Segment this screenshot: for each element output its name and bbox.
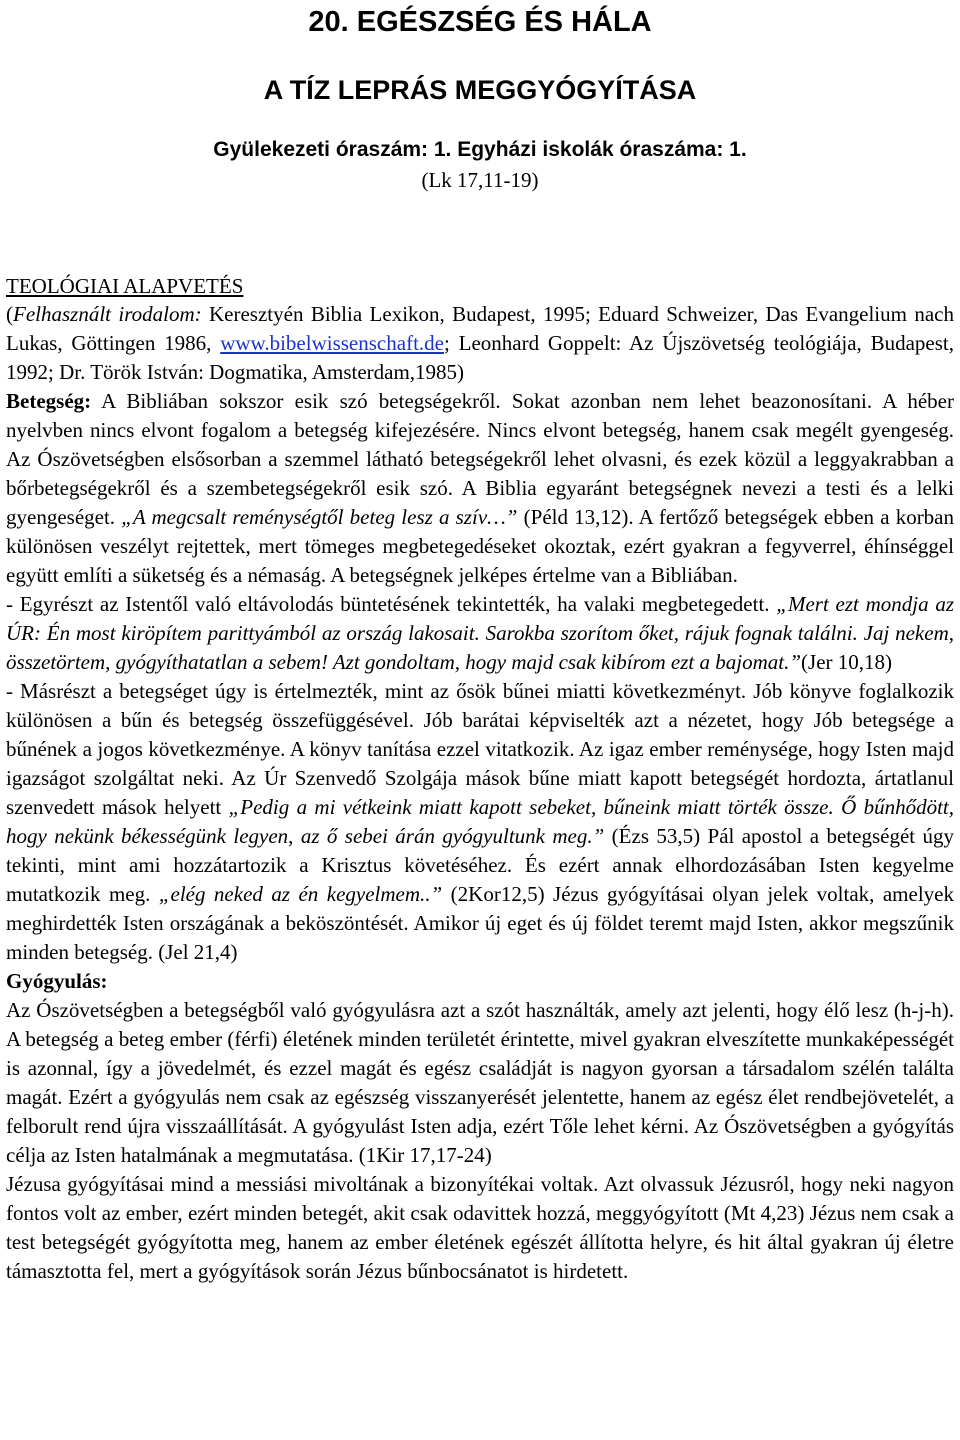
lesson-title: A TÍZ LEPRÁS MEGGYÓGYÍTÁSA xyxy=(263,75,697,105)
corinthians-quote: „elég neked az én kegyelmem..” xyxy=(158,882,443,906)
healing-heading xyxy=(6,967,954,996)
consequence-text-mid: (Ézs 53,5) Pál apostol a betegségét úgy tekinti, mint ami hozzátartozik a Krisztus követéséhez. És ezért annak elhordozásában Isten kegyelme mutatkozik meg. xyxy=(6,824,954,906)
illness-consequence-paragraph xyxy=(6,677,954,967)
consequence-text-end: (2Kor12,5) Jézus gyógyításai olyan jelek voltak, amelyek meghirdették Isten országának a beköszöntését. Amikor új eget és új földet teremt majd Isten, akkor megszűnik minden betegség. (Jel 21,4) xyxy=(6,882,954,964)
healing-paragraph-2: Jézusa gyógyításai mind a messiási mivoltának a bizonyítékai voltak. Azt olvassuk Jézusról, hogy neki nagyon fontos volt az ember, ezért minden betegét, akit csak odavittek hozzá, meggyógyított (Mt 4,23) Jézus nem csak a test betegségét gyógyította meg, hanem az ember életének egészét állította helyre, és hit által gyakran új életre támasztotta fel, mert a gyógyítások során Jézus bűnbocsánatot is hirdetett. xyxy=(6,1172,954,1283)
literature-label: Felhasznált irodalom: xyxy=(13,302,202,326)
illness-label: Betegség: xyxy=(6,389,92,413)
bibelwissenschaft-link[interactable]: www.bibelwissenschaft.de xyxy=(220,331,444,355)
lesson-hours: Gyülekezeti óraszám: 1. Egyházi iskolák óraszáma: 1. xyxy=(213,138,747,161)
literature-text-1: Keresztyén Biblia Lexikon, Budapest, 1995; Eduard Schweizer, Das Evangelium nach Lukas, Göttingen 1986, xyxy=(6,302,954,355)
punishment-text: - Egyrészt az Istentől való eltávolodás büntetésének tekintették, ha valaki megbetegedett. xyxy=(6,592,777,616)
chapter-title: 20. EGÉSZSÉG ÉS HÁLA xyxy=(308,6,652,38)
illness-text: A Bibliában sokszor esik szó betegségekről. Sokat azonban nem lehet beazonosítani. A héber nyelvben nincs elvont fogalom a betegség kifejezésére. Nincs elvont betegség, hanem csak megélt gyengeség. Az Ószövetségben elsősorban a szemmel látható betegségekről lehet olvasni, és ezek közül a leggyakrabban a bőrbetegségekről és a szembetegségekről esik szó. A Biblia egyaránt betegségnek nevezi a testi és a lelki gyengeséget. xyxy=(6,389,954,529)
literature-open-paren: ( xyxy=(6,302,13,326)
proverbs-quote: „A megcsalt reménységtől beteg lesz a szív…” xyxy=(121,505,518,529)
consequence-text: - Másrészt a betegséget úgy is értelmezték, mint az ősök bűnei miatti következményt. Jób könyve foglalkozik különösen a bűn és betegség összefüggésével. Jób barátai képviselték azt a nézetet, hogy Jób betegsége a bűnének a jogos következménye. A könyv tanítása ezzel vitatkozik. Az igaz ember reménysége, hogy Isten majd igazságot szolgáltat neki. Az Úr Szenvedő Szolgája mások bűne miatt kapott betegségét hordozta, ártatlanul szenvedett mások helyett xyxy=(6,679,954,819)
literature-text-2: ; Leonhard Goppelt: Az Újszövetség teológiája, Budapest, 1992; Dr. Török István: Dogmatika, Amsterdam,1985) xyxy=(6,331,954,384)
section-heading: TEOLÓGIAI ALAPVETÉS xyxy=(6,274,244,298)
illness-paragraph xyxy=(6,387,954,590)
healing-paragraph-1: Az Ószövetségben a betegségből való gyógyulásra azt a szót használták, amely azt jelenti, hogy élő lesz (h-j-h). A betegség a beteg ember (férfi) életének minden területét érintette, mivel gyakran elveszítette munkaképességét is azonnal, így a jövedelmét, és ezzel magát és egész családját is nagyon gyorsan a társadalom szélén találta magát. Ezért a gyógyulás nem csak az egészség visszanyerését jelentette, hanem az egész élet rendbejövetelét, a felborult rend újra visszaállítását. A gyógyulást Isten adja, ezért Tőle lehet kérni. Az Ószövetségben a gyógyítás célja az Isten hatalmának a megmutatása. (1Kir 17,17-24) xyxy=(6,998,954,1167)
illness-punishment-paragraph xyxy=(6,590,954,677)
literature-paragraph xyxy=(6,300,954,387)
healing-label: Gyógyulás: xyxy=(6,969,108,993)
jeremiah-ref: (Jer 10,18) xyxy=(801,650,893,674)
illness-text-after: (Péld 13,12). A fertőző betegségek ebben a korban különösen veszélyt rejtettek, mert tömeges megbetegedéseket okoztak, ezért gyakran a fegyverrel, éhínséggel együtt említi a süketség és a némaság. A betegségnek jelképes értelme van a Bibliában. xyxy=(6,505,955,587)
jeremiah-quote: „Mert ezt mondja az ÚR: Én most kiröpítem parittyámból az ország lakosait. Sarokba szorítom őket, rájuk fognak találni. Jaj nekem, összetörtem, gyógyíthatatlan a sebem! Azt gondoltam, hogy majd csak kibírom ezt a bajomat.” xyxy=(6,592,954,674)
bible-reference: (Lk 17,11-19) xyxy=(421,168,539,192)
isaiah-quote: „Pedig a mi vétkeink miatt kapott sebeket, bűneink miatt törték össze. Ő bűnhődött, hogy nekünk békességünk legyen, az ő sebei árán gyógyultunk meg.” xyxy=(6,795,954,848)
